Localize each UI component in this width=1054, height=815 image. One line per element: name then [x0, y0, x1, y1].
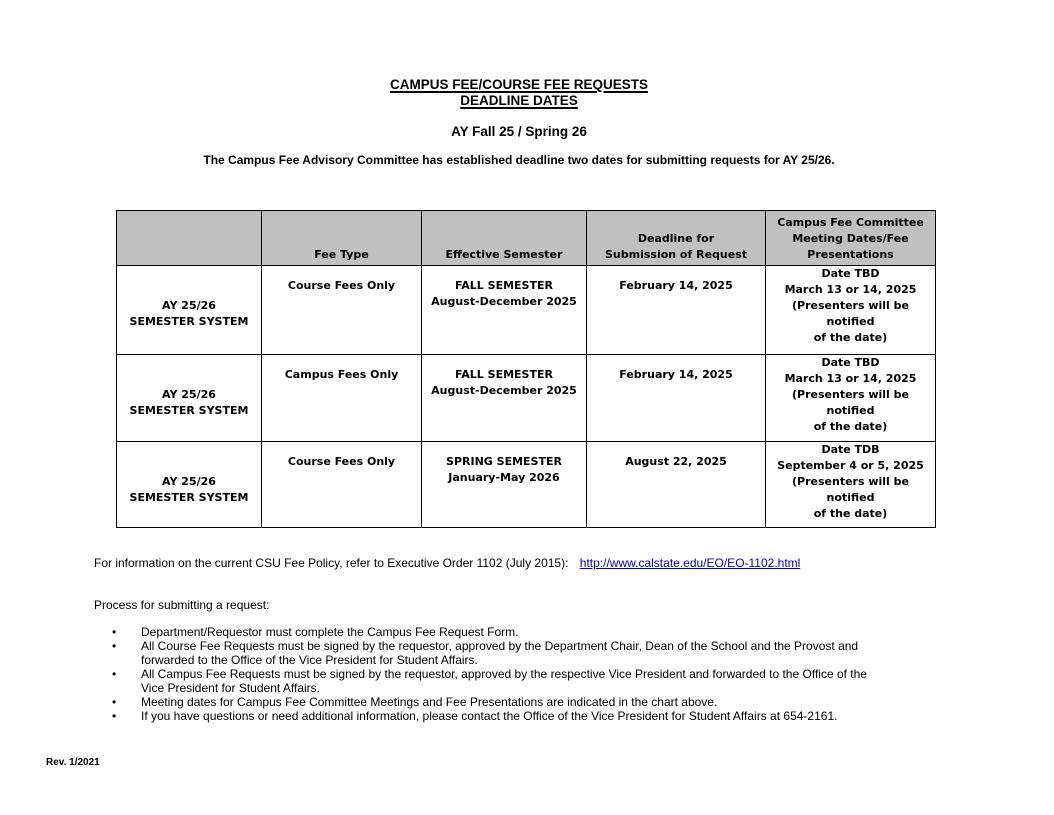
table-row — [117, 266, 936, 355]
process-heading: Process for submitting a request: — [94, 598, 270, 612]
list-item: • If you have questions or need additional information, please contact the Office of the Vice President for Student Affairs at 654-2161. — [112, 709, 838, 723]
meeting-cell: Date TBD March 13 or 14, 2025 (Presenters will be notified of the date) — [766, 266, 936, 355]
executive-order-link[interactable]: http://www.calstate.edu/EO/EO-1102.html — [579, 556, 801, 570]
academic-year-subtitle: AY Fall 25 / Spring 26 — [451, 124, 587, 139]
document-title — [0, 77, 1038, 109]
semester-cell: FALL SEMESTER August-December 2025 — [422, 355, 587, 442]
table-row — [117, 355, 936, 442]
list-item: • Meeting dates for Campus Fee Committee Meetings and Fee Presentations are indicated in the chart above. — [112, 695, 718, 709]
semester-cell: FALL SEMESTER August-December 2025 — [422, 266, 587, 355]
title-line-1: CAMPUS FEE/COURSE FEE REQUESTS — [389, 77, 649, 92]
col-header-deadline: Deadline for Submission of Request — [587, 211, 766, 266]
bullet-icon: • — [112, 695, 117, 709]
policy-line — [94, 556, 800, 570]
policy-text: For information on the current CSU Fee Policy, refer to Executive Order 1102 (July 2015): — [94, 556, 569, 570]
bullet-icon: • — [112, 667, 117, 681]
list-item: • All Course Fee Requests must be signed by the requestor, approved by the Department Chair, Dean of the School and the Provost and forwarded to the Office of the Vice President for Student Affairs. — [112, 639, 859, 667]
intro-paragraph: The Campus Fee Advisory Committee has established deadline two dates for submitting requests for AY 25/26. — [203, 153, 835, 167]
program-cell: AY 25/26 SEMESTER SYSTEM — [117, 442, 262, 528]
deadline-cell: February 14, 2025 — [587, 355, 766, 442]
process-steps-list — [96, 625, 886, 723]
revision-label: Rev. 1/2021 — [46, 757, 100, 768]
bullet-icon: • — [112, 625, 117, 639]
program-cell: AY 25/26 SEMESTER SYSTEM — [117, 266, 262, 355]
fee-type-cell: Course Fees Only — [262, 266, 422, 355]
list-item: • Department/Requestor must complete the Campus Fee Request Form. — [112, 625, 519, 639]
col-header-effective-semester: Effective Semester — [422, 211, 587, 266]
title-line-2: DEADLINE DATES — [460, 93, 578, 108]
list-item: • All Campus Fee Requests must be signed by the requestor, approved by the respective Vice President and forwarded to the Office of the Vice President for Student Affairs. — [112, 667, 867, 695]
semester-cell: SPRING SEMESTER January-May 2026 — [422, 442, 587, 528]
deadline-cell: February 14, 2025 — [587, 266, 766, 355]
meeting-cell: Date TBD March 13 or 14, 2025 (Presenters will be notified of the date) — [766, 355, 936, 442]
col-header-program — [117, 211, 262, 266]
program-cell: AY 25/26 SEMESTER SYSTEM — [117, 355, 262, 442]
col-header-fee-type: Fee Type — [262, 211, 422, 266]
deadline-cell: August 22, 2025 — [587, 442, 766, 528]
deadline-table — [116, 210, 936, 528]
bullet-icon: • — [112, 639, 117, 653]
bullet-icon: • — [112, 709, 117, 723]
table-header-row — [117, 211, 936, 266]
fee-type-cell: Campus Fees Only — [262, 355, 422, 442]
col-header-meeting-dates: Campus Fee Committee Meeting Dates/Fee Presentations — [766, 211, 936, 266]
meeting-cell: Date TDB September 4 or 5, 2025 (Presenters will be notified of the date) — [766, 442, 936, 528]
fee-type-cell: Course Fees Only — [262, 442, 422, 528]
table-row — [117, 442, 936, 528]
